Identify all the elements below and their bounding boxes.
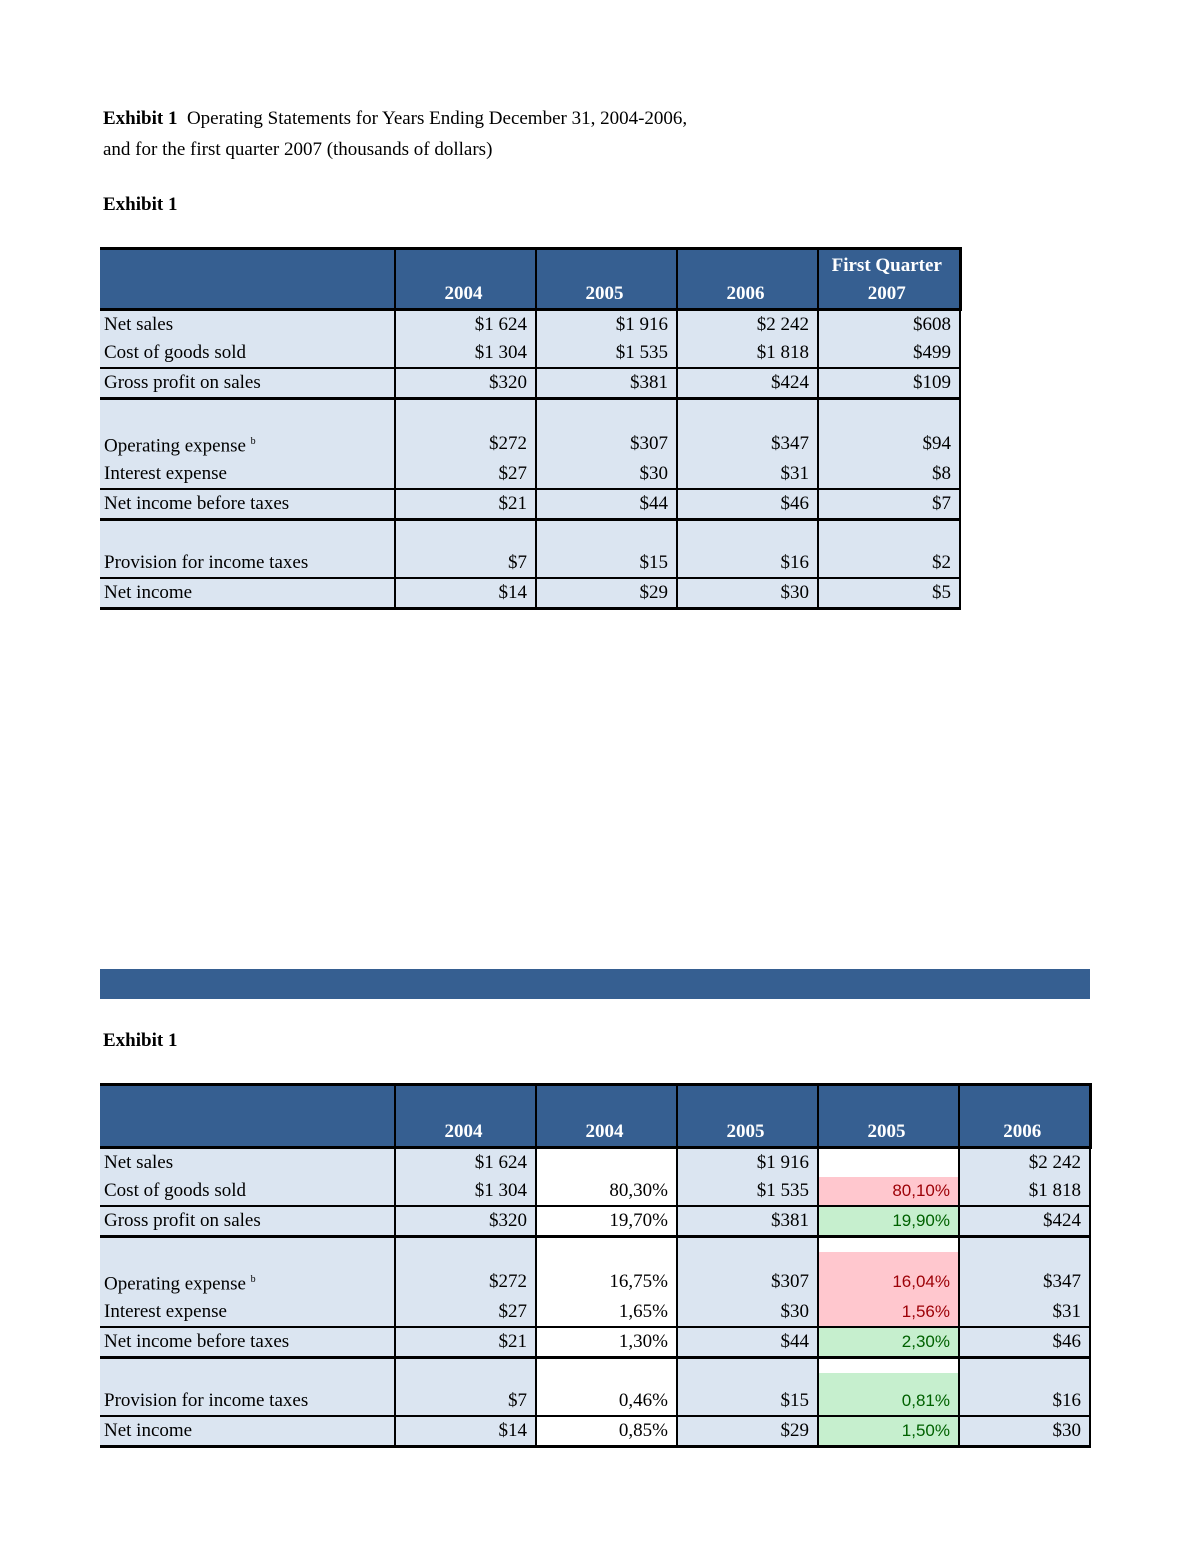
table2-col-2006: 2006 (959, 1085, 1090, 1148)
row-label: Net income (100, 1416, 395, 1447)
table-row: Gross profit on sales $320 $381 $424 $109 (100, 368, 960, 399)
row-label: Operating expense $^b$ (100, 1266, 395, 1298)
row-label: Operating expense $^b$ (100, 428, 395, 460)
row-label: Net sales (100, 1148, 395, 1178)
table2-col-2004: 2004 (395, 1085, 536, 1148)
table-row: Operating expense $^b$ $272 16,75% $307 16,04% $347 (100, 1266, 1090, 1298)
table-row: Interest expense $27 $30 $31 $8 (100, 460, 960, 489)
table2-header-row (100, 1085, 1090, 1148)
table-row: Net income before taxes $21 $44 $46 $7 (100, 489, 960, 520)
table2-col-2005: 2005 (677, 1085, 818, 1148)
row-label: Net income before taxes (100, 1327, 395, 1358)
title-line-1: Operating Statements for Years Ending December 31, 2004-2006, (186, 108, 688, 129)
row-label: Gross profit on sales (100, 1206, 395, 1237)
common-size-table (100, 1083, 1092, 1448)
row-label: Net sales (100, 310, 395, 340)
table-row: Net sales $1 624 $1 916 $2 242 $608 (100, 310, 960, 340)
row-label: Interest expense (100, 460, 395, 489)
table1-caption: Exhibit 1 (103, 194, 178, 215)
row-label: Provision for income taxes (100, 549, 395, 578)
table1-col-2004: 2004 (395, 249, 536, 310)
row-label: Gross profit on sales (100, 368, 395, 399)
table-row: Net sales $1 624 $1 916 $2 242 (100, 1148, 1090, 1178)
row-label: Provision for income taxes (100, 1387, 395, 1416)
table2-col-2004-pct: 2004 (536, 1085, 677, 1148)
title-line-2: and for the first quarter 2007 (thousands of dollars) (103, 139, 493, 160)
table1-col-2005: 2005 (536, 249, 677, 310)
table-row: Operating expense $^b$ $272 $307 $347 $94 (100, 428, 960, 460)
table1-col-2006: 2006 (677, 249, 818, 310)
blue-separator-band (100, 969, 1090, 999)
table-row: Provision for income taxes $7 0,46% $15 0,81% $16 (100, 1387, 1090, 1416)
table-row: Net income before taxes $21 1,30% $44 2,30% $46 (100, 1327, 1090, 1358)
table2-col-2005-pct: 2005 (818, 1085, 959, 1148)
table-row: Gross profit on sales $320 19,70% $381 19,90% $424 (100, 1206, 1090, 1237)
table-row: Cost of goods sold $1 304 $1 535 $1 818 $499 (100, 339, 960, 368)
table-row: Cost of goods sold $1 304 80,30% $1 535 80,10% $1 818 (100, 1177, 1090, 1206)
table2-caption: Exhibit 1 (103, 1030, 178, 1051)
table-row: Net income $14 $29 $30 $5 (100, 578, 960, 609)
table1-col-q1-2007: First Quarter 2007 (818, 249, 960, 310)
row-label: Cost of goods sold (100, 339, 395, 368)
row-label: Net income (100, 578, 395, 609)
operating-statement-table (100, 247, 962, 610)
table-row: Net income $14 0,85% $29 1,50% $30 (100, 1416, 1090, 1447)
row-label: Cost of goods sold (100, 1177, 395, 1206)
document-title (103, 106, 687, 132)
table-row: Provision for income taxes $7 $15 $16 $2 (100, 549, 960, 578)
table1-header-row (100, 249, 960, 310)
row-label: Interest expense (100, 1298, 395, 1327)
row-label: Net income before taxes (100, 489, 395, 520)
exhibit-label: Exhibit 1 (103, 108, 178, 129)
table-row: Interest expense $27 1,65% $30 1,56% $31 (100, 1298, 1090, 1327)
